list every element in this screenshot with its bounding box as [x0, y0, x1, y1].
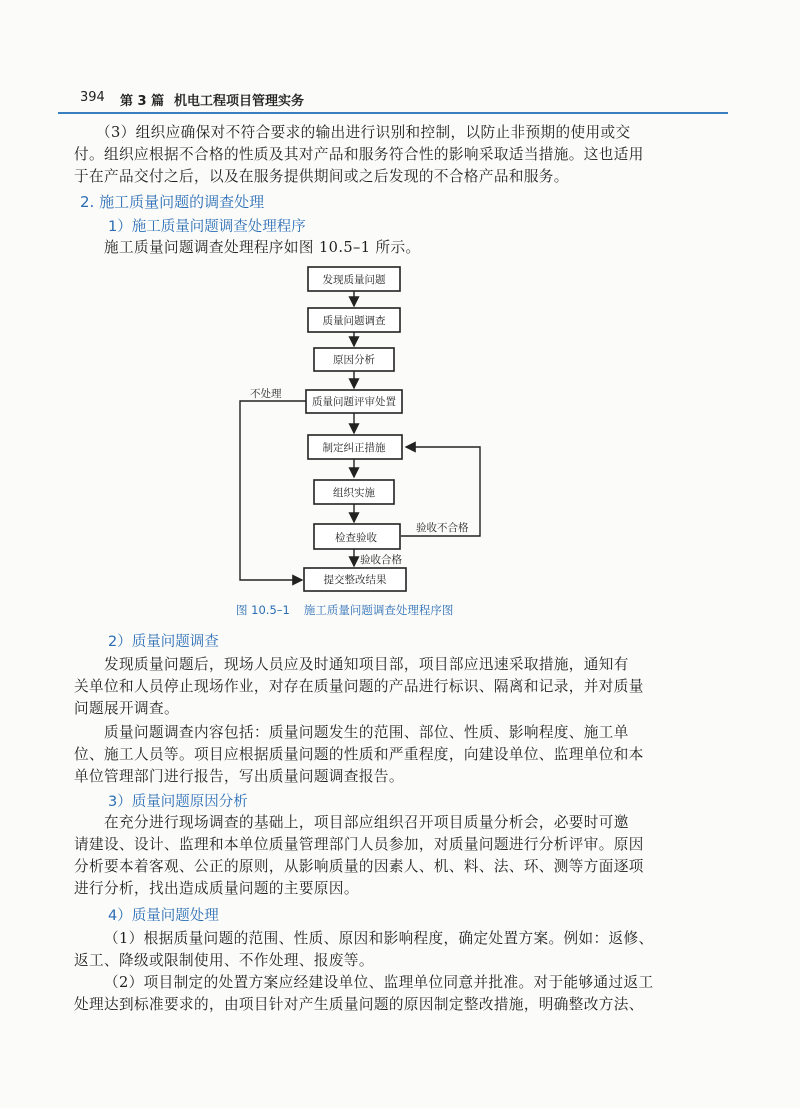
paragraph-line: 关单位和人员停止现场作业，对存在质量问题的产品进行标识、隔离和记录，并对质量: [74, 678, 644, 695]
paragraph-line: 请建设、设计、监理和本单位质量管理部门人员参加，对质量问题进行分析评审。原因: [74, 836, 644, 853]
paragraph-line: 单位管理部门进行报告，写出质量问题调查报告。: [74, 768, 404, 785]
flow-step-submit: [304, 568, 406, 591]
paragraph-line: 在充分进行现场调查的基础上，项目部应组织召开项目质量分析会，必要时可邀: [104, 814, 629, 831]
page-number: 394: [80, 90, 105, 105]
part-label: 第 3 篇: [120, 94, 165, 109]
svg-text:质量问题评审处置: 质量问题评审处置: [312, 396, 396, 408]
label-fail: 验收不合格: [416, 522, 469, 534]
subsection-title: 3）质量问题原因分析: [108, 794, 248, 810]
paragraph-line: 付。组织应根据不合格的性质及其对产品和服务符合性的影响采取适当措施。这也适用: [74, 146, 644, 163]
flow-step-inspect: [314, 524, 400, 549]
subsection-title: 4）质量问题处理: [108, 908, 219, 924]
paragraph-line: 处理达到标准要求的，由项目针对产生质量问题的原因制定整改措施，明确整改方法、: [74, 996, 644, 1013]
paragraph-line: 分析要本着客观、公正的原则，从影响质量的因素人、机、料、法、环、测等方面逐项: [74, 858, 644, 875]
subsection-title: 1）施工质量问题调查处理程序: [108, 219, 306, 235]
paragraph-line: 施工质量问题调查处理程序如图 10.5–1 所示。: [104, 239, 421, 256]
svg-text:检查验收: 检查验收: [335, 532, 377, 544]
paragraph-line: 于在产品交付之后，以及在服务提供期间或之后发现的不合格产品和服务。: [74, 168, 569, 185]
paragraph-line: 位、施工人员等。项目应根据质量问题的性质和严重程度，向建设单位、监理单位和本: [74, 746, 644, 763]
paragraph-line: （2）项目制定的处置方案应经建设单位、监理单位同意并批准。对于能够通过返工: [104, 974, 654, 991]
svg-text:制定纠正措施: 制定纠正措施: [322, 442, 386, 454]
flow-step-cause-analysis: [314, 348, 394, 371]
paragraph-line: 质量问题调查内容包括：质量问题发生的范围、部位、性质、影响程度、施工单: [104, 724, 629, 741]
label-pass: 验收合格: [360, 554, 402, 566]
paragraph-line: 进行分析，找出造成质量问题的主要原因。: [74, 880, 359, 897]
svg-text:发现质量问题: 发现质量问题: [322, 274, 386, 286]
label-no-action: 不处理: [250, 388, 282, 400]
paragraph-line: （3）组织应确保对不符合要求的输出进行识别和控制，以防止非预期的使用或交: [96, 124, 631, 141]
flow-step-discover: [308, 267, 400, 291]
figure-number: 图 10.5–1: [236, 603, 290, 617]
svg-text:组织实施: 组织实施: [333, 487, 375, 499]
svg-text:质量问题调查: 质量问题调查: [322, 315, 386, 327]
svg-text:提交整改结果: 提交整改结果: [323, 574, 387, 586]
figure-caption: [236, 602, 467, 618]
flow-step-implement: [314, 480, 394, 504]
paragraph-line: 发现质量问题后，现场人员应及时通知项目部，项目部应迅速采取措施，通知有: [104, 656, 629, 673]
flow-step-investigate: [308, 308, 400, 332]
subsection-title: 2）质量问题调查: [108, 634, 219, 650]
paragraph-line: 问题展开调查。: [74, 700, 179, 717]
paragraph-line: 返工、降级或限制使用、不作处理、报废等。: [74, 952, 374, 969]
section-title: 2. 施工质量问题的调查处理: [80, 193, 265, 211]
paragraph-line: （1）根据质量问题的范围、性质、原因和影响程度，确定处置方案。例如：返修、: [104, 930, 654, 947]
book-title: 机电工程项目管理实务: [174, 94, 305, 109]
flow-step-review: [306, 390, 402, 413]
figure-title: 施工质量问题调查处理程序图: [303, 603, 454, 617]
svg-text:原因分析: 原因分析: [333, 354, 375, 366]
flow-step-measures: [308, 435, 402, 459]
